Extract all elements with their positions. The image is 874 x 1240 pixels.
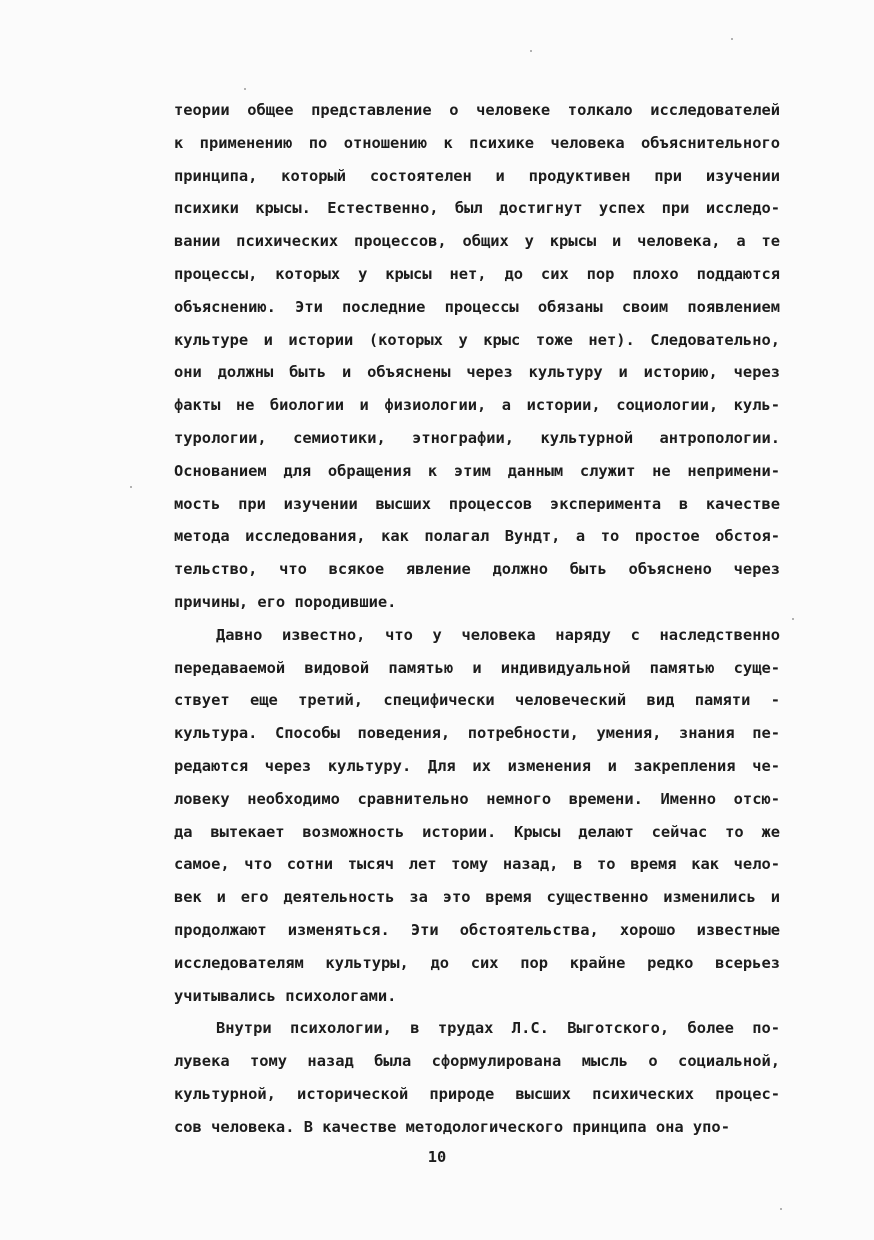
text-line: метода исследования, как полагал Вундт, а то простое обстоя-	[174, 527, 780, 546]
scan-speck	[780, 1208, 782, 1210]
text-line: лувека тому назад была сформулирована мысль о социальной,	[174, 1052, 780, 1071]
text-line: турологии, семиотики, этнографии, культурной антропологии.	[174, 428, 780, 447]
text-line: Основанием для обращения к этим данным служит не непримени-	[174, 461, 780, 480]
text-line: век и его деятельность за это время существенно изменились и	[174, 888, 780, 907]
text-line: да вытекает возможность истории. Крысы делают сейчас то же	[174, 822, 780, 841]
text-line: культура. Способы поведения, потребности, умения, знания пе-	[174, 724, 780, 743]
scan-speck	[731, 38, 733, 40]
text-line: культуре и истории (которых у крыс тоже нет). Следовательно,	[174, 330, 780, 349]
text-line: объяснению. Эти последние процессы обязаны своим появлением	[174, 297, 780, 316]
scan-speck	[130, 486, 132, 488]
text-line: передаваемой видовой памятью и индивидуальной памятью суще-	[174, 658, 780, 677]
scan-speck	[244, 88, 246, 90]
text-line: теории общее представление о человеке толкало исследователей	[174, 101, 780, 119]
text-line: культурной, исторической природе высших психических процес-	[174, 1084, 780, 1103]
page-number: 10	[427, 1148, 447, 1166]
text-line: тельство, что всякое явление должно быть объяснено через	[174, 560, 780, 579]
text-line: психики крысы. Естественно, был достигнут успех при исследо-	[174, 199, 780, 218]
text-line: процессы, которых у крысы нет, до сих пор плохо поддаются	[174, 264, 780, 283]
text-line: учитывались психологами.	[174, 986, 397, 1005]
text-line: они должны быть и объяснены через культуру и историю, через	[174, 363, 780, 382]
scan-speck	[530, 50, 532, 52]
text-line: причины, его породившие.	[174, 592, 397, 611]
text-line: вании психических процессов, общих у крысы и человека, а те	[174, 232, 780, 251]
text-line: факты не биологии и физиологии, а истории, социологии, куль-	[174, 396, 780, 415]
text-line: к применению по отношению к психике человека объяснительного	[174, 133, 780, 152]
text-line: ствует еще третий, специфически человеческий вид памяти -	[174, 691, 780, 710]
text-line: продолжают изменяться. Эти обстоятельства, хорошо известные	[174, 920, 780, 939]
text-line: Внутри психологии, в трудах Л.С. Выготского, более по-	[216, 1019, 780, 1038]
text-line: редаются через культуру. Для их изменения и закрепления че-	[174, 756, 780, 775]
body-text	[174, 94, 780, 1144]
text-line: самое, что сотни тысяч лет тому назад, в то время как чело-	[174, 855, 780, 874]
text-line: ловеку необходимо сравнительно немного времени. Именно отсю-	[174, 789, 780, 808]
text-line: мость при изучении высших процессов эксперимента в качестве	[174, 494, 780, 513]
text-line: Давно известно, что у человека наряду с наследственно	[216, 625, 780, 644]
text-line: исследователям культуры, до сих пор крайне редко всерьез	[174, 953, 780, 972]
text-line: сов человека. В качестве методологического принципа она упо-	[174, 1117, 730, 1136]
scan-speck	[792, 618, 794, 620]
text-line: принципа, который состоятелен и продуктивен при изучении	[174, 166, 780, 185]
